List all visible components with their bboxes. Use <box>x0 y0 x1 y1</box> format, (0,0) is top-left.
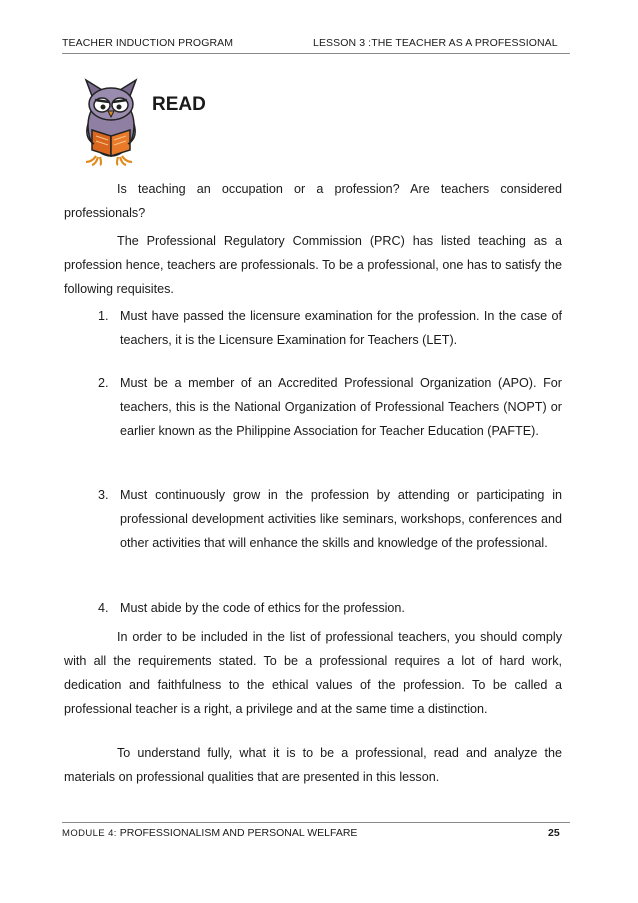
list-item-text: Must have passed the licensure examination for the profession. In the case of teachers, it is the Licensure Examination for Teachers (LET). <box>120 309 562 347</box>
header-rule <box>62 53 570 54</box>
list-item-number: 3. <box>98 488 109 502</box>
list-item-text: Must abide by the code of ethics for the profession. <box>120 601 405 615</box>
closing-paragraph: To understand fully, what it is to be a professional, read and analyze the materials on professional qualities that are presented in this lesson. <box>64 746 562 784</box>
comply-paragraph: In order to be included in the list of professional teachers, you should comply with all the requirements stated. To be a professional requires a lot of hard work, dedication and faithfulness to the ethical values of the profession. To be called a professional teacher is a right, a privilege and at the same time a distinction. <box>64 630 562 716</box>
list-item-number: 4. <box>98 601 109 615</box>
owl-reading-book-icon <box>78 76 144 166</box>
list-item-number: 2. <box>98 376 109 390</box>
list-item-text: Must be a member of an Accredited Professional Organization (APO). For teachers, this is the National Organization of Professional Teachers (NOPT) or earlier known as the Philippine Association for Teacher Education (PAFTE). <box>120 376 562 438</box>
header-program-title: TEACHER INDUCTION PROGRAM <box>62 37 234 49</box>
prc-paragraph: The Professional Regulatory Commission (PRC) has listed teaching as a profession hence, teachers are professionals. To be a professional, one has to satisfy the following requisites. <box>64 234 562 296</box>
footer-rule <box>62 822 570 823</box>
section-heading: READ <box>152 94 206 115</box>
footer-module-name: PROFESSIONALISM AND PERSONAL WELFARE <box>119 827 358 839</box>
list-item-number: 1. <box>98 309 109 323</box>
intro-paragraph: Is teaching an occupation or a profession? Are teachers considered professionals? <box>64 182 562 220</box>
header-lesson-title: LESSON 3 :THE TEACHER AS A PROFESSIONAL <box>313 37 558 49</box>
list-item-text: Must continuously grow in the profession by attending or participating in professional development activities like seminars, workshops, conferences and other activities that will enhance the skills and knowledge of the professional. <box>120 488 562 550</box>
footer-module-title <box>62 827 357 839</box>
footer-module-label: MODULE 4: <box>62 828 117 839</box>
page-number: 25 <box>548 827 560 839</box>
